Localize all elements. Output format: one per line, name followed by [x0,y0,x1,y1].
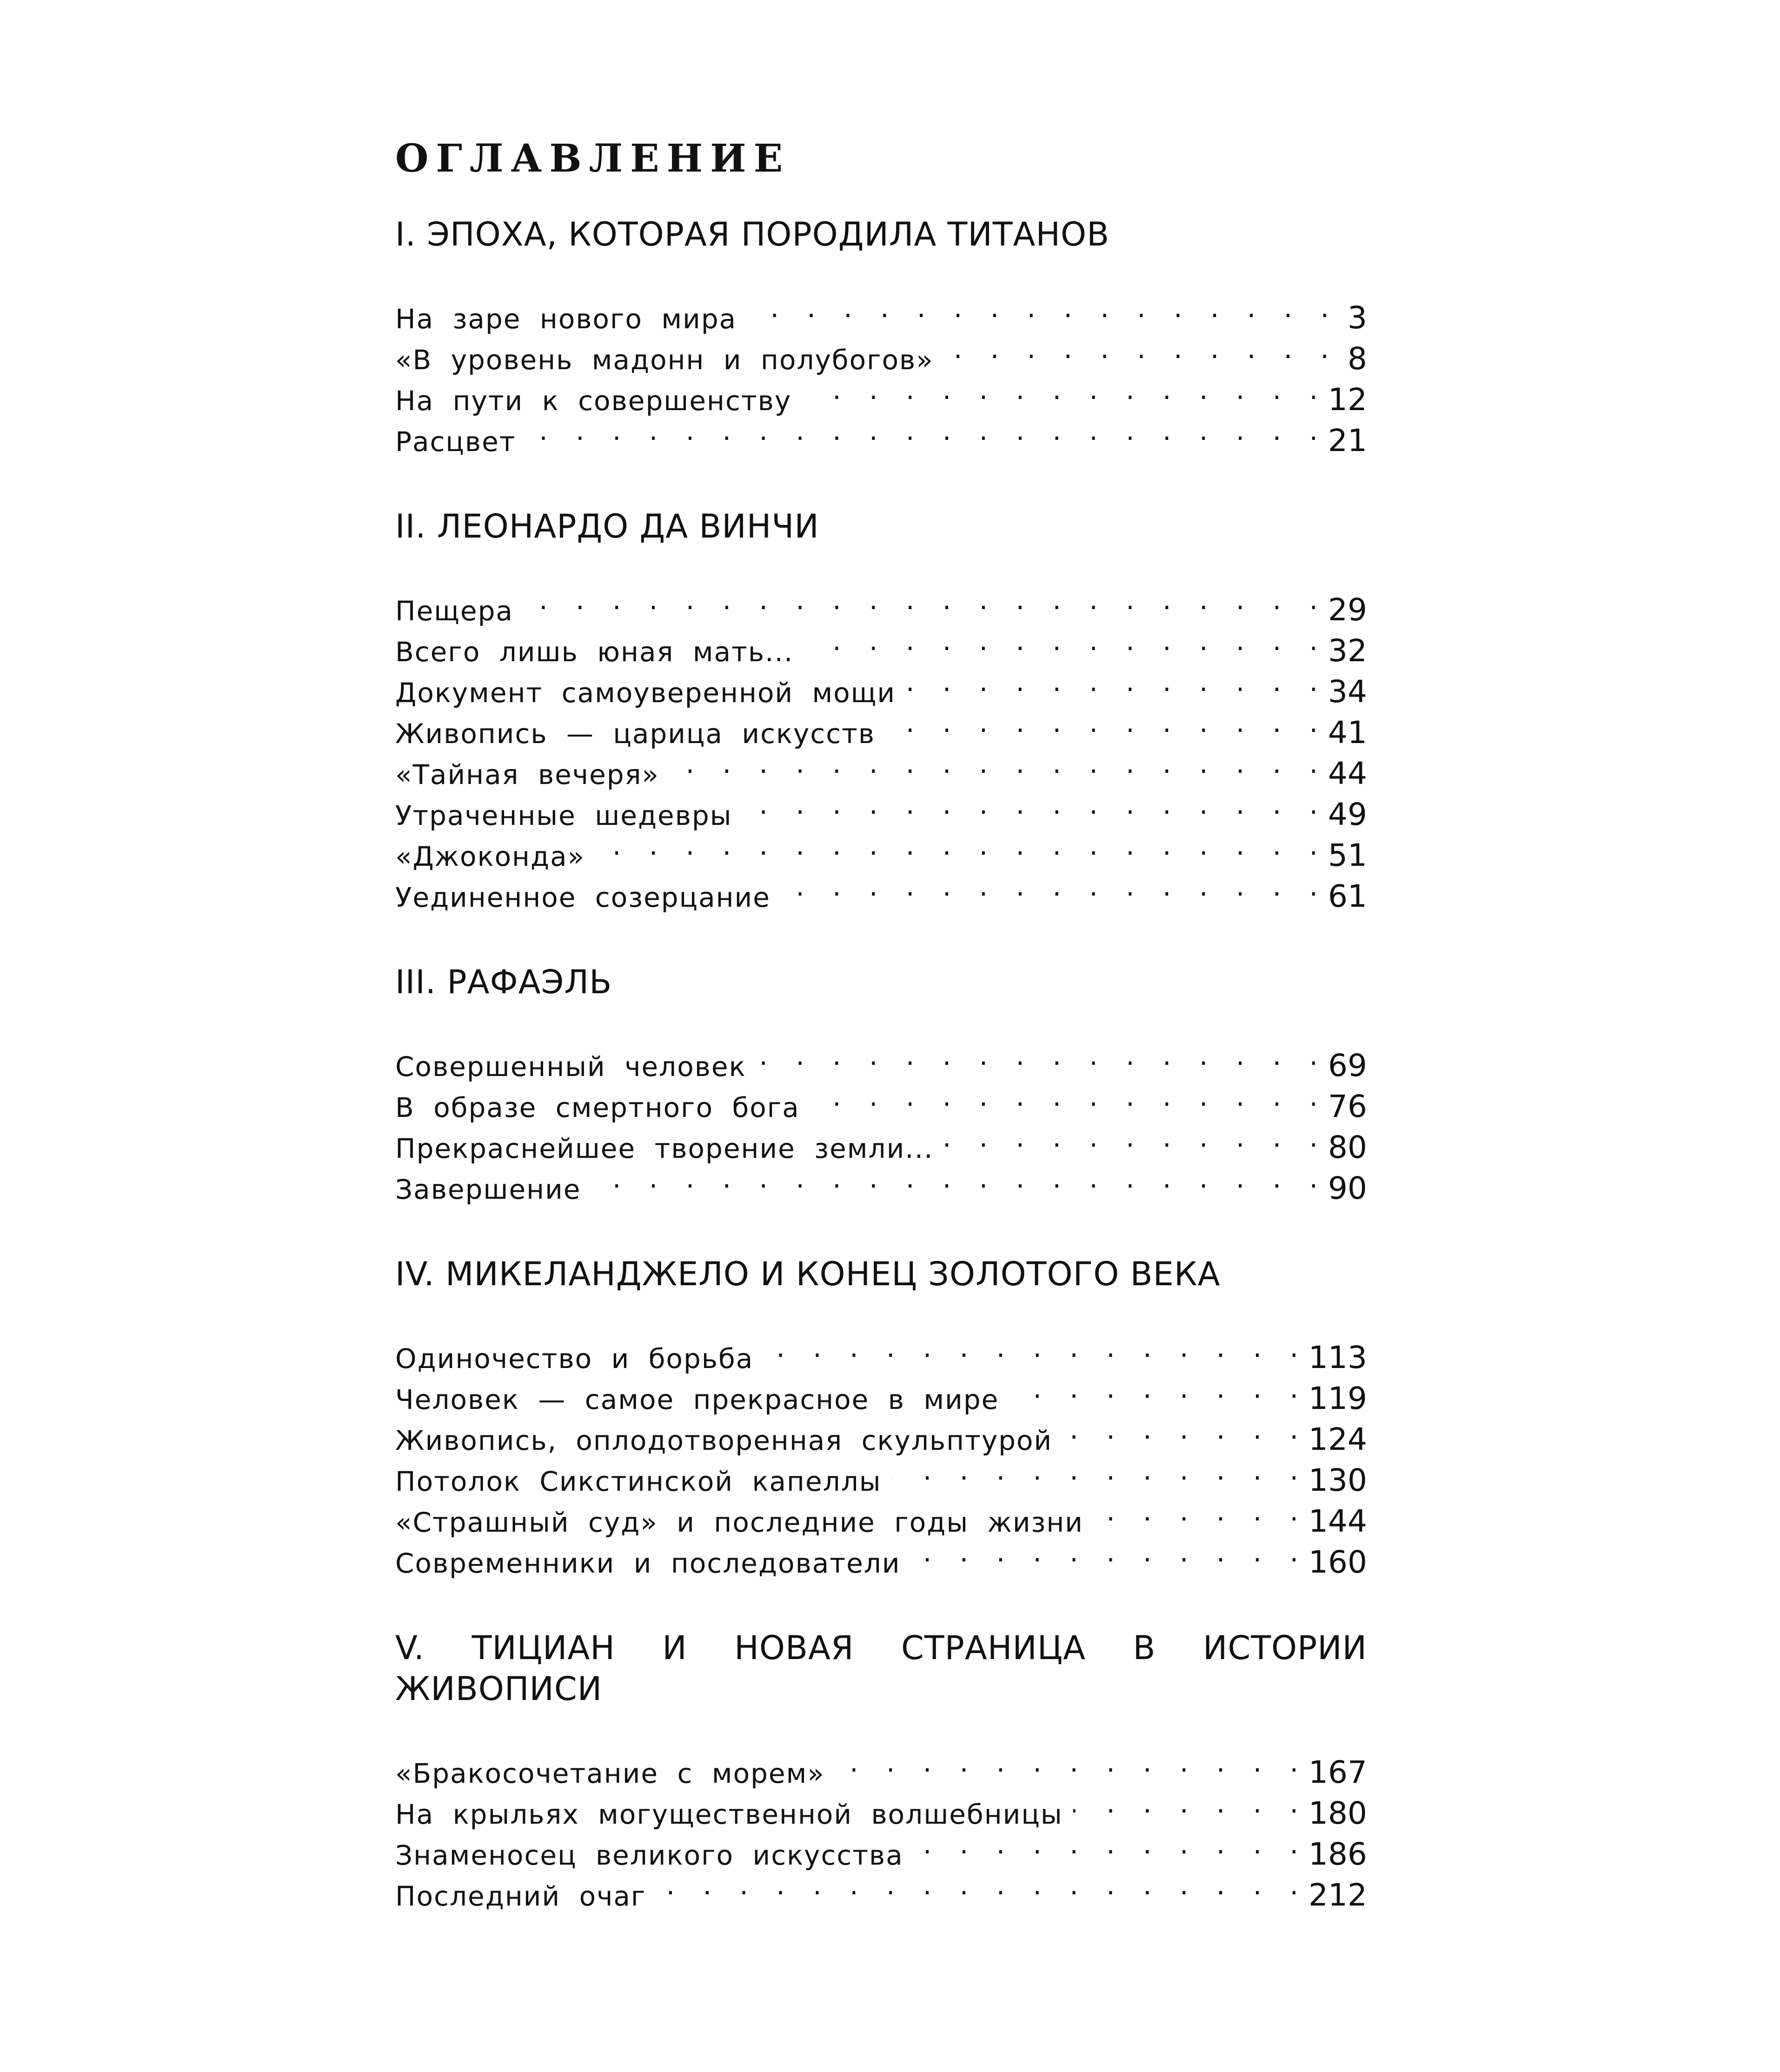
page-number: 21 [1328,423,1367,458]
entry-title: Живопись, оплодотворенная скульптурой [395,1425,1053,1456]
dot-leader [781,866,1318,907]
page-number: 44 [1328,756,1367,791]
dot-leader [944,1117,1318,1158]
dot-leader [747,287,1329,328]
page-number: 90 [1328,1170,1367,1206]
dot-leader [810,1076,1318,1117]
entry-title: Расцвет [395,426,516,458]
dot-leader [526,410,1318,451]
entry-list [395,1327,1367,1580]
dot-leader [885,702,1318,743]
toc-section [395,962,1367,1206]
dot-leader [1073,1783,1298,1824]
toc-entry[interactable] [395,620,1367,669]
page-number: 32 [1328,633,1367,669]
page-number: 186 [1308,1836,1367,1872]
page-number: 41 [1328,715,1367,750]
section-heading: III. РАФАЭЛЬ [395,963,612,1001]
dot-leader [656,1865,1298,1906]
entry-title: Совершенный человек [395,1051,746,1082]
section-heading: II. ЛЕОНАРДО ДА ВИНЧИ [395,507,819,545]
entry-title: «Бракосочетание с морем» [395,1758,825,1789]
page-number: 212 [1308,1877,1367,1913]
entry-title: Потолок Сикстинской капеллы [395,1466,882,1497]
entry-title: Знаменосец великого искусства [395,1840,903,1871]
page-number: 113 [1308,1340,1367,1375]
entry-title: Пещера [395,595,513,627]
page-number: 49 [1328,797,1367,832]
entry-title: Завершение [395,1174,581,1205]
page-number: 69 [1328,1048,1367,1083]
dot-leader [764,1327,1298,1368]
dot-leader [804,620,1318,661]
page-number: 29 [1328,592,1367,628]
dot-leader [914,1824,1298,1865]
page-number: 51 [1328,837,1367,873]
page-number: 76 [1328,1089,1367,1124]
section-heading: V. ТИЦИАН И НОВАЯ СТРАНИЦА В ИСТОРИИ ЖИВОПИСИ [395,1629,1367,1708]
entry-title: «В уровень мадонн и полубогов» [395,344,934,376]
page-number: 3 [1348,300,1367,336]
entry-title: «Страшный суд» и последние годы жизни [395,1507,1083,1538]
page-number: 180 [1308,1795,1367,1831]
page-number: 124 [1308,1421,1367,1457]
toc-section [395,214,1367,458]
dot-leader [892,1450,1298,1491]
dot-leader [670,743,1318,784]
dot-leader [595,825,1318,866]
toc-section [395,1627,1367,1913]
page-number: 144 [1308,1503,1367,1539]
dot-leader [835,1742,1298,1783]
entry-list [395,1035,1367,1206]
entry-title: «Тайная вечеря» [395,759,659,790]
entry-title: Человек — самое прекрасное в мире [395,1384,999,1415]
dot-leader [524,579,1318,620]
entry-title: Уединенное созерцание [395,882,770,913]
toc-section [395,1254,1367,1580]
dot-leader [743,784,1318,825]
entry-list [395,579,1367,914]
section-heading: IV. МИКЕЛАНДЖЕЛО И КОНЕЦ ЗОЛОТОГО ВЕКА [395,1255,1221,1293]
dot-leader [1063,1409,1298,1450]
toc-entry[interactable] [395,1742,1367,1790]
section-heading: I. ЭПОХА, КОТОРАЯ ПОРОДИЛА ТИТАНОВ [395,215,1110,253]
toc-title: ОГЛАВЛЕНИЕ [395,136,790,181]
entry-list [395,287,1367,458]
entry-title: Документ самоуверенной мощи [395,677,896,709]
table-of-contents [395,136,1367,1913]
entry-title: На пути к совершенству [395,385,792,417]
toc-entry[interactable] [395,410,1367,458]
entry-title: Одиночество и борьба [395,1343,754,1375]
page-number: 167 [1308,1754,1367,1790]
entry-title: Прекраснейшее творение земли... [395,1133,934,1164]
page-number: 130 [1308,1462,1367,1498]
toc-entry[interactable] [395,1327,1367,1375]
dot-leader [802,369,1318,410]
toc-entry[interactable] [395,1035,1367,1083]
page-number: 61 [1328,878,1367,914]
entry-title: «Джоконда» [395,841,585,872]
dot-leader [1094,1491,1298,1532]
page-number: 34 [1328,674,1367,710]
toc-entry[interactable] [395,579,1367,628]
dot-leader [591,1158,1318,1199]
entry-list [395,1742,1367,1913]
dot-leader [757,1035,1318,1076]
dot-leader [1009,1368,1298,1409]
page-number: 12 [1328,382,1367,418]
entry-title: В образе смертного бога [395,1092,800,1123]
entry-title: На заре нового мира [395,303,737,335]
dot-leader [911,1532,1298,1573]
entry-title: На крыльях могущественной волшебницы [395,1799,1063,1830]
dot-leader [944,328,1329,369]
toc-section [395,506,1367,914]
page-number: 160 [1308,1544,1367,1580]
dot-leader [906,661,1318,702]
page-number: 8 [1348,341,1367,377]
entry-title: Утраченные шедевры [395,800,732,831]
page-number: 119 [1308,1381,1367,1416]
toc-entry[interactable] [395,287,1367,336]
page-number: 80 [1328,1129,1367,1165]
entry-title: Последний очаг [395,1880,646,1912]
entry-title: Всего лишь юная мать... [395,636,794,668]
entry-title: Живопись — царица искусств [395,718,876,750]
entry-title: Современники и последователи [395,1547,901,1579]
